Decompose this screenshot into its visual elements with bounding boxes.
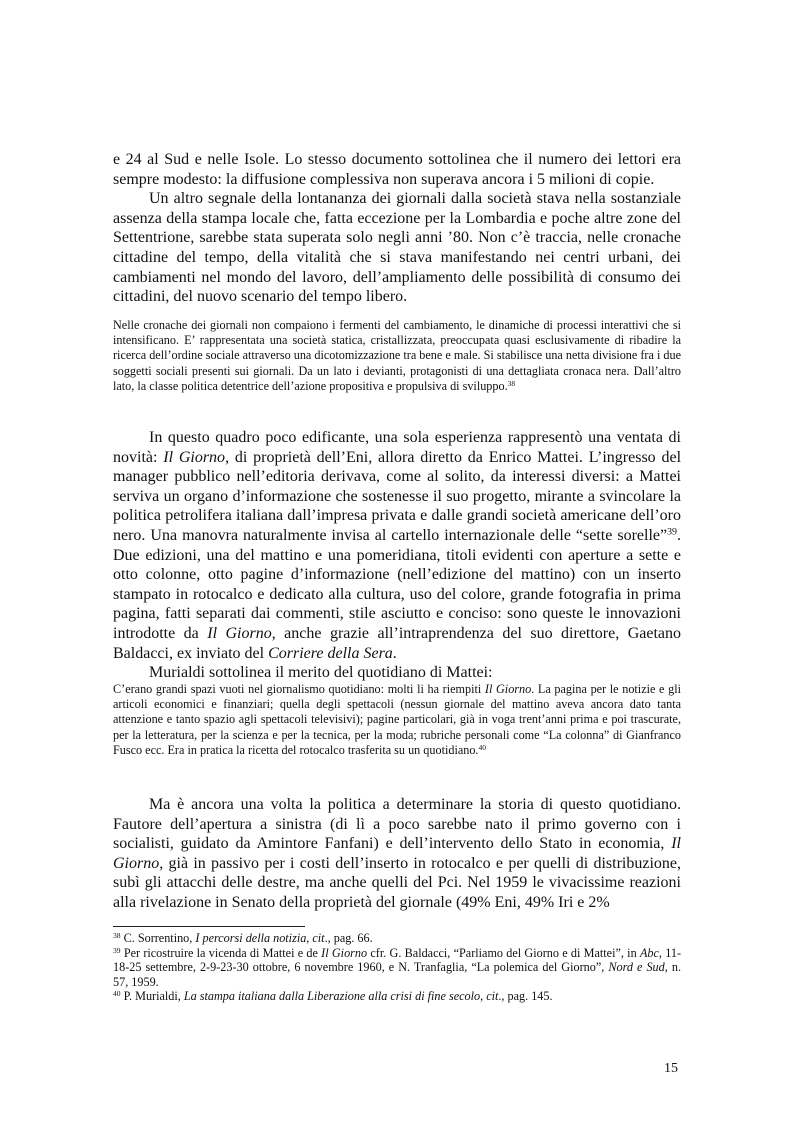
- text-run: ., pag. 145.: [498, 989, 553, 1004]
- newspaper-title: Corriere della Sera: [268, 644, 393, 662]
- footnote-38: [113, 931, 681, 946]
- paragraph-politics: [113, 795, 681, 913]
- text-run: ,: [480, 989, 487, 1004]
- citation-abbrev: cit: [312, 931, 325, 945]
- page-number: 15: [664, 1061, 678, 1076]
- newspaper-title: Il Giorno: [484, 682, 532, 696]
- newspaper-title: Il Giorno: [163, 448, 226, 466]
- footnote-ref-39: 39: [667, 526, 677, 538]
- text-run: , già in passivo per i costi dell’inserto in rotocalco e per quelli di distribuzione, subì gli attacchi delle destre, ma anche quelli del Pci. Nel 1959 le vivacissime reazioni alla rivelazione in Senato della proprietà del giornale (49% Eni, 49% Iri e 2%: [113, 854, 681, 911]
- paragraph-murialdi-intro: Murialdi sottolinea il merito del quotidiano di Mattei:: [149, 664, 493, 682]
- text-run: In questo quadro poco edificante, una sola esperienza rappresentò una ventata di novità:: [113, 429, 681, 466]
- text-run: ., pag. 66.: [324, 931, 373, 945]
- text-run: . Due edizioni, una del mattino e una pomeridiana, titoli evidenti con aperture a sette e otto colonne, otto pagine d’informazione (nell’edizione del mattino) con un inserto stampato in rotocalco e dedicato alla cultura, uso del colore, grande fotografia in prima pagina, fatti separati dai commenti, stile asciutto e conciso: sono queste le innovazioni introdotte da: [113, 526, 681, 642]
- text-run: cfr. G. Baldacci, “Parliamo del Giorno e di Mattei”, in: [367, 945, 640, 960]
- paragraph-local-press: Un altro segnale della lontananza dei giornali dalla società stava nella sostanziale assenza della stampa locale che, fatta eccezione per la Lombardia e poche altre zone del Settentrione, sarebbe stata superata solo negli anni ’80. Non c’è traccia, nelle cronache cittadine del tempo, della vitalità che si stava manifestando nei centri urbani, dei cambiamenti nel mondo del lavoro, dell’ampliamento delle possibilità di consumo dei cittadini, del nuovo scenario del tempo libero.: [113, 190, 681, 306]
- text-run: , anche grazie all’intraprendenza del suo direttore, Gaetano Baldacci, ex inviato del: [113, 624, 682, 662]
- footnote-ref-40: 40: [478, 742, 487, 752]
- footnote-number: 40: [113, 989, 121, 999]
- quote-body: Nelle cronache dei giornali non compaiono i fermenti del cambiamento, le dinamiche di processi interattivi che si intensificano. E’ rappresentata una società statica, cristallizzata, preoccupata quasi esclusivamente di ribadire la ricerca dell’ordine sociale attraverso una dicotomizzazione tra bene e male. Si stabilisce una netta divisione fra i due soggetti sociali presenti sui giornali. Da un lato i devianti, protagonisti di una dettagliata cronaca nera. Dall’altro lato, la classe politica detentrice dell’azione propositiva e propulsiva di sviluppo.: [113, 318, 681, 393]
- text-run: .: [392, 644, 397, 662]
- text-run: Ma è ancora una volta la politica a determinare la storia di questo quotidiano. Fautore dell’apertura a sinistra (di lì a poco sarebbe nato il primo governo con i socialisti, guidato da Amintore Fanfani) e dell’intervento dello Stato in economia,: [113, 796, 681, 853]
- footnote-39: [113, 946, 681, 990]
- journal-title: Nord e Sud: [608, 960, 665, 975]
- il-giorno-section: [113, 428, 681, 683]
- newspaper-title: Il Giorno: [113, 835, 681, 872]
- quote-text: [113, 318, 681, 394]
- text-run: , di proprietà dell’Eni, allora diretto da Enrico Mattei. L’ingresso del manager pubblico nell’editoria derivava, come al solito, da interessi diversi: a Mattei serviva un organo d’informazione che sostenesse il suo progetto, mirante a svincolare la politica petrolifera italiana dall’impresa privata e dalle grandi società americane dell’oro nero. Una manovra naturalmente invisa al cartello internazionale delle “sette sorelle”: [113, 448, 682, 544]
- footnotes: [113, 931, 681, 1004]
- text-run: , n. 57, 1959.: [113, 960, 681, 989]
- footnote-40: [113, 989, 681, 1004]
- paragraph-il-giorno: [113, 428, 681, 663]
- book-title: I percorsi della notizia: [195, 931, 307, 945]
- politics-section: [113, 795, 681, 913]
- intro-section: [113, 150, 681, 307]
- text-run: Per ricostruire la vicenda di Mattei e de: [120, 945, 322, 960]
- footnote-number: 39: [113, 945, 121, 955]
- footnote-divider: [113, 926, 305, 927]
- text-run: C. Sorrentino,: [120, 931, 196, 945]
- text-run: , 11-18-25 settembre, 2-9-23-30 ottobre, 6 novembre 1960, e N. Tranfaglia, “La polemica del Giorno”,: [113, 945, 681, 975]
- text-run: ,: [306, 931, 313, 945]
- text-run: P. Murialdi,: [120, 989, 184, 1004]
- quote-text: [113, 682, 681, 758]
- newspaper-title: Il Giorno: [207, 624, 272, 642]
- footnote-number: 38: [113, 930, 121, 940]
- block-quote-murialdi: [113, 682, 681, 758]
- footnote-ref-38: 38: [507, 378, 516, 388]
- newspaper-title: Il Giorno: [321, 945, 368, 960]
- journal-title: Abc: [639, 945, 659, 960]
- book-title: La stampa italiana dalla Liberazione alla crisi di fine secolo: [183, 989, 481, 1004]
- text-run: . La pagina per le notizie e gli articoli economici e finanziari; quella degli spettacoli (nessun giornale del mattino aveva ancora dato tanta attenzione e tanto spazio agli spettacoli televisivi); pagine particolari, già in voga trent’anni prima e poi trascurate, per la letteratura, per la scienza e per la tecnica, per la moda; rubriche personali come “La colonna” di Gianfranco Fusco ecc. Era in pratica la ricetta del rotocalco trasferita su un quotidiano.: [113, 682, 681, 757]
- citation-abbrev: cit: [486, 989, 499, 1004]
- text-run: C’erano grandi spazi vuoti nel giornalismo quotidiano: molti li ha riempiti: [113, 682, 485, 696]
- paragraph-intro-continuation: e 24 al Sud e nelle Isole. Lo stesso documento sottolinea che il numero dei lettori era sempre modesto: la diffusione complessiva non superava ancora i 5 milioni di copie.: [113, 151, 681, 188]
- block-quote-sorrentino: [113, 318, 681, 394]
